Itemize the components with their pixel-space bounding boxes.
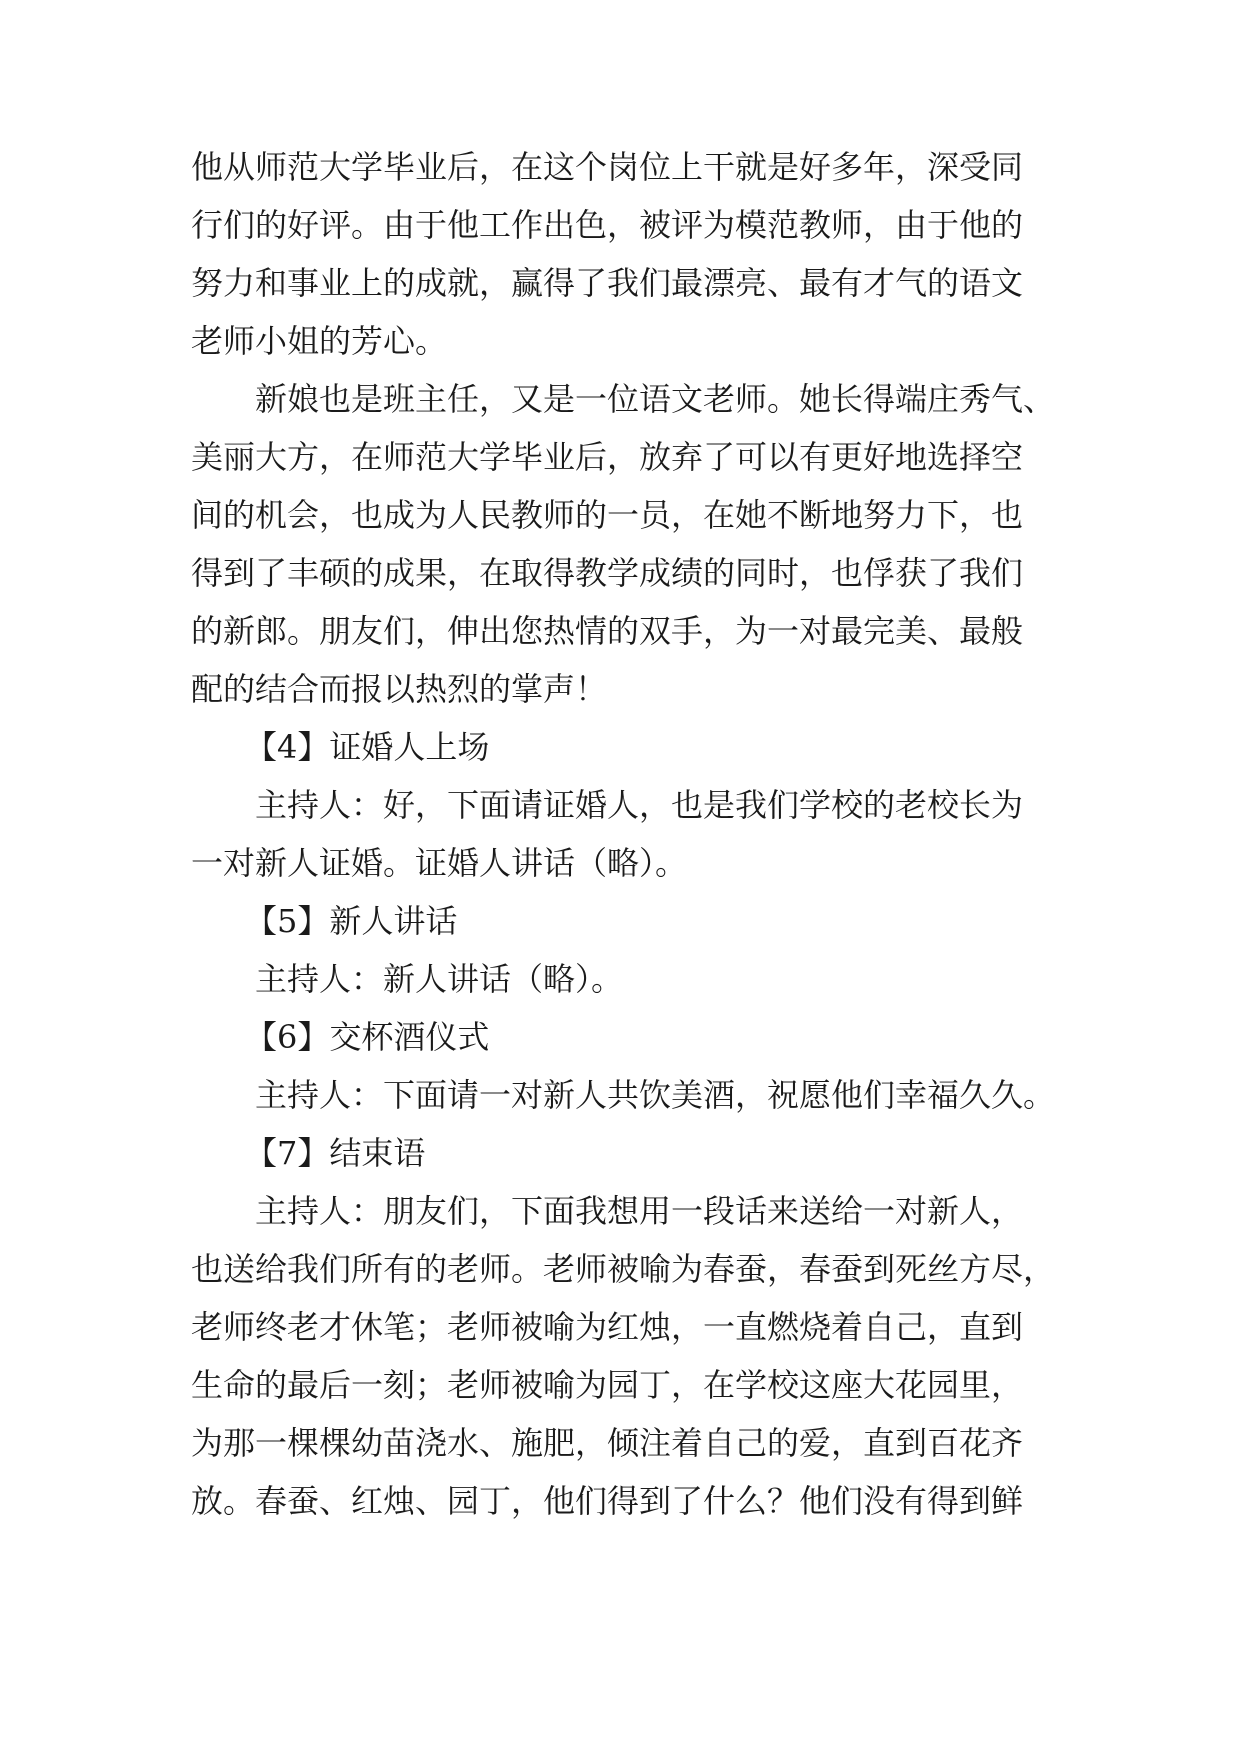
text-line: 一对新人证婚。证婚人讲话（略）。 bbox=[191, 844, 688, 882]
text-line: 生命的最后一刻；老师被喻为园丁，在学校这座大花园里， bbox=[191, 1366, 1024, 1404]
text-line: 他从师范大学毕业后，在这个岗位上干就是好多年，深受同 bbox=[191, 148, 1024, 186]
text-line: 努力和事业上的成就，赢得了我们最漂亮、最有才气的语文 bbox=[191, 264, 1024, 302]
paragraph-first-line: 主持人：朋友们，下面我想用一段话来送给一对新人， bbox=[255, 1192, 1024, 1230]
section-heading-7: 【7】结束语 bbox=[245, 1134, 426, 1172]
text-line: 老师小姐的芳心。 bbox=[191, 322, 448, 360]
text-line: 间的机会，也成为人民教师的一员，在她不断地努力下，也 bbox=[191, 496, 1024, 534]
paragraph-first-line: 主持人：下面请一对新人共饮美酒，祝愿他们幸福久久。 bbox=[255, 1076, 1056, 1114]
text-line: 的新郎。朋友们，伸出您热情的双手，为一对最完美、最般 bbox=[191, 612, 1024, 650]
text-line: 放。春蚕、红烛、园丁，他们得到了什么？他们没有得到鲜 bbox=[191, 1482, 1024, 1520]
paragraph-first-line: 新娘也是班主任，又是一位语文老师。她长得端庄秀气、 bbox=[255, 380, 1056, 418]
paragraph-first-line: 主持人：好，下面请证婚人，也是我们学校的老校长为 bbox=[255, 786, 1024, 824]
section-heading-6: 【6】交杯酒仪式 bbox=[245, 1018, 490, 1056]
section-heading-4: 【4】证婚人上场 bbox=[245, 728, 490, 766]
text-line: 行们的好评。由于他工作出色，被评为模范教师，由于他的 bbox=[191, 206, 1024, 244]
text-line: 美丽大方，在师范大学毕业后，放弃了可以有更好地选择空 bbox=[191, 438, 1024, 476]
text-line: 得到了丰硕的成果，在取得教学成绩的同时，也俘获了我们 bbox=[191, 554, 1024, 592]
text-line: 配的结合而报以热烈的掌声！ bbox=[191, 670, 608, 708]
section-heading-5: 【5】新人讲话 bbox=[245, 902, 458, 940]
text-line: 老师终老才休笔；老师被喻为红烛，一直燃烧着自己，直到 bbox=[191, 1308, 1024, 1346]
paragraph-first-line: 主持人：新人讲话（略）。 bbox=[255, 960, 624, 998]
text-line: 也送给我们所有的老师。老师被喻为春蚕，春蚕到死丝方尽， bbox=[191, 1250, 1056, 1288]
text-line: 为那一棵棵幼苗浇水、施肥，倾注着自己的爱，直到百花齐 bbox=[191, 1424, 1024, 1462]
